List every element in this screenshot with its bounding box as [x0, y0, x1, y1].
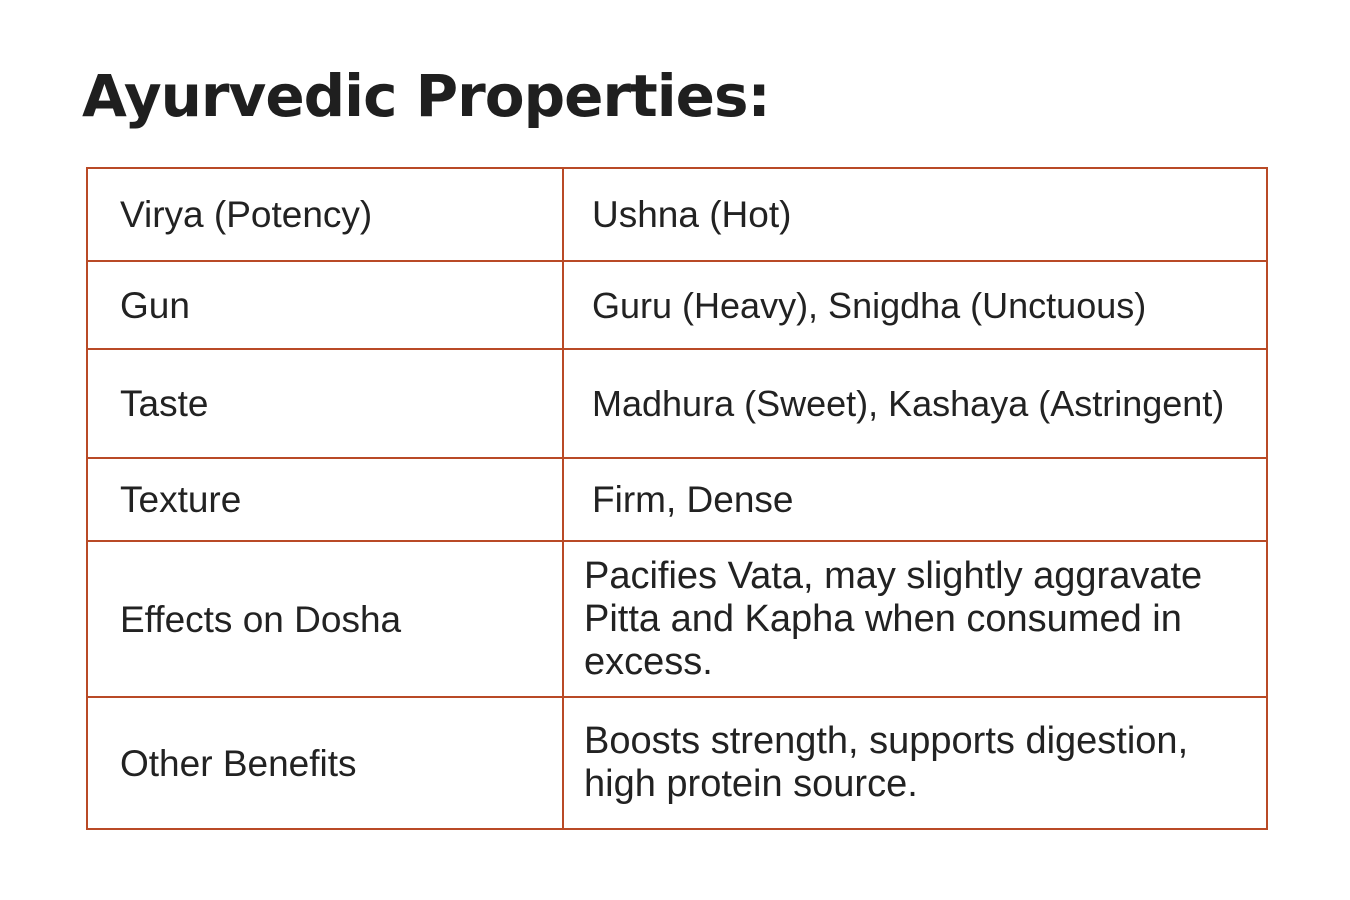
property-label: Effects on Dosha — [87, 541, 563, 697]
property-label: Gun — [87, 261, 563, 349]
ayurvedic-properties-table — [86, 167, 1268, 830]
property-value: Pacifies Vata, may slightly aggravate Pitta and Kapha when consumed in excess. — [563, 541, 1267, 697]
property-value: Firm, Dense — [563, 458, 1267, 541]
table-row — [87, 261, 1267, 349]
property-label: Virya (Potency) — [87, 168, 563, 261]
property-value: Guru (Heavy), Snigdha (Unctuous) — [563, 261, 1267, 349]
property-label: Texture — [87, 458, 563, 541]
property-value: Madhura (Sweet), Kashaya (Astringent) — [563, 349, 1267, 458]
property-label: Other Benefits — [87, 697, 563, 829]
property-label: Taste — [87, 349, 563, 458]
table-row — [87, 168, 1267, 261]
property-value: Boosts strength, supports digestion, high protein source. — [563, 697, 1267, 829]
table-row — [87, 697, 1267, 829]
page-title: Ayurvedic Properties: — [82, 62, 770, 130]
table-row — [87, 458, 1267, 541]
table-row — [87, 541, 1267, 697]
table-row — [87, 349, 1267, 458]
property-value: Ushna (Hot) — [563, 168, 1267, 261]
